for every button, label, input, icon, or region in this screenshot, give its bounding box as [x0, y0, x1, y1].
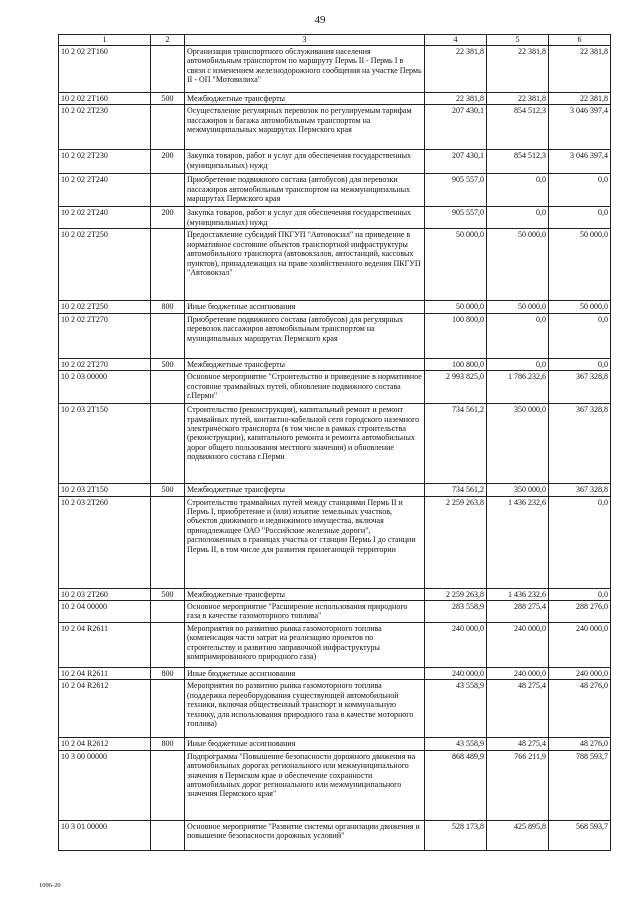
amount-cell: 50 000,0 [425, 301, 487, 313]
expense-type-cell [151, 750, 185, 820]
code-cell: 10 2 04 00000 [59, 601, 151, 623]
code-cell: 10 2 02 2Т270 [59, 358, 151, 370]
expense-type-cell: 500 [151, 484, 185, 496]
table-row [59, 668, 611, 680]
amount-cell: 240 000,0 [487, 623, 549, 668]
amount-cell: 0,0 [549, 588, 611, 600]
amount-cell: 50 000,0 [549, 301, 611, 313]
expense-type-cell: 200 [151, 150, 185, 174]
amount-cell: 854 512,3 [487, 105, 549, 150]
amount-cell: 2 993 825,0 [425, 371, 487, 404]
table-row [59, 105, 611, 150]
code-cell: 10 2 02 2Т230 [59, 105, 151, 150]
description-cell: Строительство (реконструкция), капитальный ремонт и ремонт трамвайных путей, контактно-кабельной сети городского наземного электрического транспорта (в том числе в рамках строительства (реконструкции), капитального ремонта и ремонта автомобильных дорог общего пользования местного значения) и обновление подвижного состава г.Перми [185, 404, 425, 484]
amount-cell: 283 558,9 [425, 601, 487, 623]
code-cell: 10 2 02 2Т250 [59, 229, 151, 301]
amount-cell: 0,0 [549, 207, 611, 229]
amount-cell: 766 211,9 [487, 750, 549, 820]
code-cell: 10 2 04 R2611 [59, 623, 151, 668]
description-cell: Закупка товаров, работ и услуг для обеспечения государственных (муниципальных) нужд [185, 207, 425, 229]
footer-document-code: 1096-20 [39, 882, 61, 889]
description-cell: Мероприятия по развитию рынка газомоторного топлива (компенсация части затрат на реализацию проектов по строительству и развитию заправочной инфраструктуры компримированного природного газа) [185, 623, 425, 668]
header-cell-4: 4 [425, 35, 487, 46]
description-cell: Предоставление субсидий ПКГУП "Автовокзал" на приведение в нормативное состояние объектов транспортной инфраструктуры автомобильного транспорта (автовокзалов, автостанций, кассовых пунктов), принадлежащих на праве хозяйственного ведения ПКГУП "Автовокзал" [185, 229, 425, 301]
amount-cell: 0,0 [487, 358, 549, 370]
description-cell: Иные бюджетные ассигнования [185, 301, 425, 313]
description-cell: Иные бюджетные ассигнования [185, 738, 425, 750]
amount-cell: 1 436 232,6 [487, 588, 549, 600]
amount-cell: 288 276,0 [549, 601, 611, 623]
description-cell: Закупка товаров, работ и услуг для обеспечения государственных (муниципальных) нужд [185, 150, 425, 174]
expense-type-cell [151, 313, 185, 358]
description-cell: Организация транспортного обслуживания населения автомобильным транспортом по маршруту Пермь II - Пермь I в связи с изменением железнодорожного сообщения на участке Пермь II - ОП "Мотовилиха" [185, 46, 425, 93]
amount-cell: 22 381,8 [425, 93, 487, 105]
description-cell: Межбюджетные трансферты [185, 588, 425, 600]
code-cell: 10 2 03 2Т150 [59, 484, 151, 496]
budget-table [58, 34, 611, 851]
expense-type-cell: 200 [151, 207, 185, 229]
description-cell: Приобретение подвижного состава (автобусов) для перевозки пассажиров автомобильным транспортом на межмуниципальных маршрутах Пермского края [185, 174, 425, 207]
table-row [59, 750, 611, 820]
amount-cell: 367 328,8 [549, 371, 611, 404]
amount-cell: 425 895,8 [487, 820, 549, 850]
amount-cell: 0,0 [549, 174, 611, 207]
expense-type-cell: 800 [151, 301, 185, 313]
table-row [59, 680, 611, 738]
amount-cell: 905 557,0 [425, 174, 487, 207]
expense-type-cell [151, 174, 185, 207]
amount-cell: 48 275,4 [487, 738, 549, 750]
amount-cell: 48 275,4 [487, 680, 549, 738]
amount-cell: 0,0 [549, 358, 611, 370]
amount-cell: 1 436 232,6 [487, 496, 549, 588]
amount-cell: 207 430,1 [425, 150, 487, 174]
amount-cell: 3 046 397,4 [549, 105, 611, 150]
amount-cell: 100 800,0 [425, 313, 487, 358]
amount-cell: 50 000,0 [425, 229, 487, 301]
amount-cell: 50 000,0 [549, 229, 611, 301]
amount-cell: 22 381,8 [549, 93, 611, 105]
amount-cell: 2 259 263,8 [425, 496, 487, 588]
code-cell: 10 2 02 2Т160 [59, 93, 151, 105]
code-cell: 10 2 02 2Т240 [59, 207, 151, 229]
expense-type-cell: 800 [151, 738, 185, 750]
amount-cell: 22 381,8 [549, 46, 611, 93]
expense-type-cell [151, 46, 185, 93]
description-cell: Мероприятия по развитию рынка газомоторного топлива (поддержка переоборудования существующей автомобильной техники, включая общественный транспорт и коммунальную технику, для использования природного газа в качестве моторного топлива) [185, 680, 425, 738]
table-row [59, 174, 611, 207]
amount-cell: 43 558,9 [425, 680, 487, 738]
description-cell: Строительство трамвайных путей между станциями Пермь II и Пермь I, приобретение и (или) изъятие земельных участков, объектов движимого и недвижимого имущества, включая принадлежащее ОАО "Российские железные дороги", расположенных в границах участка от станции Пермь I до станции Пермь II, в том числе для развития прилегающей территории [185, 496, 425, 588]
expense-type-cell [151, 601, 185, 623]
description-cell: Основное мероприятие "Развитие системы организации движения и повышение безопасности дорожных условий" [185, 820, 425, 850]
amount-cell: 240 000,0 [425, 623, 487, 668]
header-cell-6: 6 [549, 35, 611, 46]
code-cell: 10 2 02 2Т230 [59, 150, 151, 174]
table-row [59, 738, 611, 750]
table-row [59, 229, 611, 301]
amount-cell: 48 276,0 [549, 680, 611, 738]
expense-type-cell [151, 105, 185, 150]
code-cell: 10 2 02 2Т250 [59, 301, 151, 313]
table-row [59, 301, 611, 313]
code-cell: 10 2 04 R2611 [59, 668, 151, 680]
amount-cell: 48 276,0 [549, 738, 611, 750]
table-row [59, 588, 611, 600]
expense-type-cell [151, 820, 185, 850]
expense-type-cell: 500 [151, 588, 185, 600]
amount-cell: 43 558,9 [425, 738, 487, 750]
code-cell: 10 2 04 R2612 [59, 680, 151, 738]
amount-cell: 788 593,7 [549, 750, 611, 820]
description-cell: Подпрограмма "Повышение безопасности дорожного движения на автомобильных дорогах регионального или межмуниципального значения в Пермском крае и обеспечение сохранности автомобильных дорог регионального или межмуниципального значения Пермского края" [185, 750, 425, 820]
table-row [59, 371, 611, 404]
description-cell: Межбюджетные трансферты [185, 484, 425, 496]
amount-cell: 288 275,4 [487, 601, 549, 623]
amount-cell: 734 561,2 [425, 404, 487, 484]
amount-cell: 0,0 [549, 313, 611, 358]
table-row [59, 601, 611, 623]
table-row [59, 46, 611, 93]
amount-cell: 100 800,0 [425, 358, 487, 370]
expense-type-cell [151, 371, 185, 404]
table-row [59, 820, 611, 850]
page-number: 49 [314, 14, 326, 26]
amount-cell: 0,0 [487, 313, 549, 358]
code-cell: 10 2 03 00000 [59, 371, 151, 404]
amount-cell: 350 000,0 [487, 484, 549, 496]
table-row [59, 623, 611, 668]
code-cell: 10 2 03 2Т260 [59, 588, 151, 600]
amount-cell: 0,0 [549, 496, 611, 588]
table-row [59, 484, 611, 496]
table-row [59, 358, 611, 370]
amount-cell: 2 259 263,8 [425, 588, 487, 600]
amount-cell: 528 173,8 [425, 820, 487, 850]
amount-cell: 905 557,0 [425, 207, 487, 229]
table-row [59, 404, 611, 484]
amount-cell: 350 000,0 [487, 404, 549, 484]
amount-cell: 207 430,1 [425, 105, 487, 150]
amount-cell: 240 000,0 [549, 623, 611, 668]
header-cell-1: 1 [59, 35, 151, 46]
amount-cell: 50 000,0 [487, 229, 549, 301]
amount-cell: 868 489,9 [425, 750, 487, 820]
description-cell: Основное мероприятие "Строительство и приведение в нормативное состояние трамвайных путей, обновление подвижного состава г.Перми" [185, 371, 425, 404]
amount-cell: 0,0 [487, 207, 549, 229]
table-row [59, 150, 611, 174]
header-cell-3: 3 [185, 35, 425, 46]
table-row [59, 496, 611, 588]
expense-type-cell [151, 496, 185, 588]
description-cell: Осуществление регулярных перевозок по регулируемым тарифам пассажиров и багажа автомобильным транспортом на межмуниципальных маршрутах Пермского края [185, 105, 425, 150]
expense-type-cell: 500 [151, 93, 185, 105]
description-cell: Приобретение подвижного состава (автобусов) для регулярных перевозок пассажиров автомобильным транспортом на муниципальных маршрутах Пермского края [185, 313, 425, 358]
amount-cell: 734 561,2 [425, 484, 487, 496]
code-cell: 10 2 03 2Т150 [59, 404, 151, 484]
amount-cell: 22 381,8 [487, 46, 549, 93]
amount-cell: 367 328,8 [549, 484, 611, 496]
description-cell: Межбюджетные трансферты [185, 93, 425, 105]
expense-type-cell: 500 [151, 358, 185, 370]
code-cell: 10 3 00 00000 [59, 750, 151, 820]
amount-cell: 854 512,3 [487, 150, 549, 174]
header-row [59, 35, 611, 46]
amount-cell: 240 000,0 [425, 668, 487, 680]
table-row [59, 313, 611, 358]
amount-cell: 240 000,0 [487, 668, 549, 680]
amount-cell: 22 381,8 [425, 46, 487, 93]
amount-cell: 3 046 397,4 [549, 150, 611, 174]
expense-type-cell [151, 404, 185, 484]
table-row [59, 93, 611, 105]
expense-type-cell [151, 680, 185, 738]
amount-cell: 0,0 [487, 174, 549, 207]
code-cell: 10 2 02 2Т240 [59, 174, 151, 207]
amount-cell: 568 593,7 [549, 820, 611, 850]
description-cell: Межбюджетные трансферты [185, 358, 425, 370]
description-cell: Иные бюджетные ассигнования [185, 668, 425, 680]
code-cell: 10 2 03 2Т260 [59, 496, 151, 588]
code-cell: 10 2 04 R2612 [59, 738, 151, 750]
expense-type-cell: 800 [151, 668, 185, 680]
amount-cell: 50 000,0 [487, 301, 549, 313]
code-cell: 10 2 02 2Т160 [59, 46, 151, 93]
expense-type-cell [151, 229, 185, 301]
header-cell-2: 2 [151, 35, 185, 46]
amount-cell: 367 328,8 [549, 404, 611, 484]
header-cell-5: 5 [487, 35, 549, 46]
amount-cell: 22 381,8 [487, 93, 549, 105]
expense-type-cell [151, 623, 185, 668]
code-cell: 10 3 01 00000 [59, 820, 151, 850]
description-cell: Основное мероприятие "Расширение использования природного газа в качестве газомоторного топлива" [185, 601, 425, 623]
table-row [59, 207, 611, 229]
amount-cell: 240 000,0 [549, 668, 611, 680]
amount-cell: 1 786 232,6 [487, 371, 549, 404]
code-cell: 10 2 02 2Т270 [59, 313, 151, 358]
